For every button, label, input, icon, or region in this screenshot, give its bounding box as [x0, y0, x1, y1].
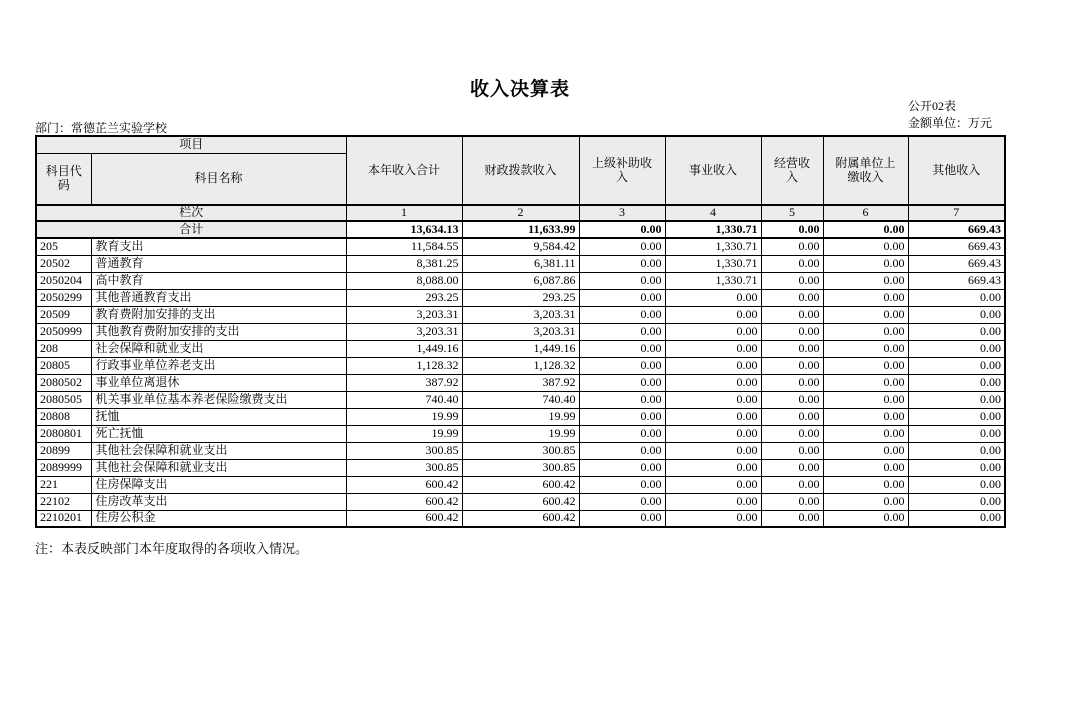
- total-value: 11,633.99: [462, 221, 579, 238]
- row-name: 住房公积金: [91, 510, 346, 527]
- row-value: 600.42: [346, 493, 462, 510]
- row-value: 293.25: [346, 289, 462, 306]
- row-value: 0.00: [665, 510, 761, 527]
- row-value: 0.00: [579, 255, 665, 272]
- row-value: 0.00: [761, 272, 823, 289]
- row-value: 0.00: [579, 374, 665, 391]
- row-name: 其他普通教育支出: [91, 289, 346, 306]
- row-value: 0.00: [761, 408, 823, 425]
- row-value: 0.00: [823, 476, 908, 493]
- row-value: 0.00: [761, 306, 823, 323]
- row-value: 0.00: [761, 425, 823, 442]
- total-value: 0.00: [761, 221, 823, 238]
- row-value: 0.00: [823, 357, 908, 374]
- row-value: 0.00: [823, 493, 908, 510]
- row-value: 0.00: [665, 374, 761, 391]
- column-index: 3: [579, 205, 665, 221]
- total-value: 0.00: [579, 221, 665, 238]
- row-value: 1,449.16: [462, 340, 579, 357]
- table-row: [36, 357, 1005, 374]
- row-value: 3,203.31: [346, 306, 462, 323]
- row-code: 2050299: [36, 289, 91, 306]
- row-value: 19.99: [346, 408, 462, 425]
- row-value: 0.00: [761, 238, 823, 255]
- row-value: 0.00: [823, 510, 908, 527]
- row-value: 19.99: [346, 425, 462, 442]
- unit-label: 金额单位：万元: [908, 116, 993, 130]
- row-value: 300.85: [346, 442, 462, 459]
- table-row: [36, 510, 1005, 527]
- total-value: 1,330.71: [665, 221, 761, 238]
- row-value: 1,128.32: [346, 357, 462, 374]
- row-code: 20509: [36, 306, 91, 323]
- row-value: 0.00: [579, 476, 665, 493]
- row-value: 0.00: [761, 323, 823, 340]
- row-value: 0.00: [823, 238, 908, 255]
- row-value: 1,330.71: [665, 272, 761, 289]
- header-project: 项目: [36, 136, 346, 153]
- header-column-business-income: 经营收入: [761, 136, 823, 205]
- row-value: 0.00: [665, 408, 761, 425]
- row-value: 0.00: [579, 289, 665, 306]
- row-value: 0.00: [761, 459, 823, 476]
- table-row: [36, 238, 1005, 255]
- row-name: 住房保障支出: [91, 476, 346, 493]
- column-index: 7: [908, 205, 1005, 221]
- row-value: 0.00: [761, 357, 823, 374]
- row-value: 3,203.31: [462, 306, 579, 323]
- row-value: 1,449.16: [346, 340, 462, 357]
- row-value: 19.99: [462, 408, 579, 425]
- row-value: 600.42: [462, 493, 579, 510]
- total-value: 0.00: [823, 221, 908, 238]
- row-value: 669.43: [908, 255, 1005, 272]
- row-value: 0.00: [579, 272, 665, 289]
- row-value: 0.00: [665, 289, 761, 306]
- row-value: 0.00: [823, 272, 908, 289]
- row-value: 0.00: [761, 340, 823, 357]
- row-code: 20899: [36, 442, 91, 459]
- row-value: 0.00: [761, 289, 823, 306]
- row-value: 6,381.11: [462, 255, 579, 272]
- header-column-operational-income: 事业收入: [665, 136, 761, 205]
- row-code: 205: [36, 238, 91, 255]
- row-value: 0.00: [579, 340, 665, 357]
- table-row: [36, 289, 1005, 306]
- row-value: 0.00: [579, 238, 665, 255]
- footnote: 注：本表反映部门本年度取得的各项收入情况。: [35, 541, 309, 556]
- row-name: 其他社会保障和就业支出: [91, 442, 346, 459]
- row-code: 2080801: [36, 425, 91, 442]
- row-value: 0.00: [908, 476, 1005, 493]
- row-code: 2050999: [36, 323, 91, 340]
- row-value: 669.43: [908, 238, 1005, 255]
- table-row: [36, 442, 1005, 459]
- row-value: 9,584.42: [462, 238, 579, 255]
- column-index: 5: [761, 205, 823, 221]
- row-value: 0.00: [908, 442, 1005, 459]
- row-value: 0.00: [579, 408, 665, 425]
- row-value: 0.00: [908, 357, 1005, 374]
- column-index-row: [36, 205, 1005, 221]
- row-value: 0.00: [823, 289, 908, 306]
- row-value: 600.42: [346, 510, 462, 527]
- row-value: 1,128.32: [462, 357, 579, 374]
- department-label: 部门：常德芷兰实验学校: [35, 121, 168, 135]
- row-name: 教育支出: [91, 238, 346, 255]
- row-name: 其他社会保障和就业支出: [91, 459, 346, 476]
- table-row: [36, 459, 1005, 476]
- table-code-label: 公开02表: [908, 99, 957, 113]
- row-name: 普通教育: [91, 255, 346, 272]
- row-value: 0.00: [579, 442, 665, 459]
- row-code: 2080505: [36, 391, 91, 408]
- row-code: 221: [36, 476, 91, 493]
- row-value: 6,087.86: [462, 272, 579, 289]
- total-label: 合计: [36, 221, 346, 238]
- header-column-superior-subsidy: 上级补助收入: [579, 136, 665, 205]
- row-name: 住房改革支出: [91, 493, 346, 510]
- table-row: [36, 340, 1005, 357]
- row-value: 0.00: [579, 306, 665, 323]
- row-value: 0.00: [908, 510, 1005, 527]
- row-name: 机关事业单位基本养老保险缴费支出: [91, 391, 346, 408]
- row-value: 0.00: [579, 425, 665, 442]
- row-value: 0.00: [761, 476, 823, 493]
- row-value: 8,088.00: [346, 272, 462, 289]
- row-value: 0.00: [823, 408, 908, 425]
- row-code: 2080502: [36, 374, 91, 391]
- row-name: 教育费附加安排的支出: [91, 306, 346, 323]
- page-title: 收入决算表: [469, 79, 570, 100]
- column-index: 6: [823, 205, 908, 221]
- row-code: 2050204: [36, 272, 91, 289]
- row-value: 0.00: [908, 374, 1005, 391]
- column-index: 2: [462, 205, 579, 221]
- table-row: [36, 476, 1005, 493]
- row-value: 0.00: [908, 459, 1005, 476]
- row-value: 0.00: [665, 323, 761, 340]
- row-value: 300.85: [462, 459, 579, 476]
- row-value: 0.00: [761, 391, 823, 408]
- table-row: [36, 374, 1005, 391]
- row-value: 600.42: [462, 476, 579, 493]
- header-column-affiliated-unit-income: 附属单位上缴收入: [823, 136, 908, 205]
- row-value: 0.00: [823, 340, 908, 357]
- header-subject-code: 科目代码: [36, 153, 91, 205]
- row-value: 0.00: [579, 323, 665, 340]
- row-name: 死亡抚恤: [91, 425, 346, 442]
- row-value: 0.00: [761, 510, 823, 527]
- row-value: 740.40: [462, 391, 579, 408]
- row-value: 0.00: [823, 425, 908, 442]
- table-row: [36, 391, 1005, 408]
- row-name: 抚恤: [91, 408, 346, 425]
- column-index: 1: [346, 205, 462, 221]
- row-value: 0.00: [908, 323, 1005, 340]
- row-value: 387.92: [346, 374, 462, 391]
- row-code: 208: [36, 340, 91, 357]
- row-value: 740.40: [346, 391, 462, 408]
- row-value: 0.00: [908, 289, 1005, 306]
- row-value: 0.00: [665, 459, 761, 476]
- row-value: 0.00: [823, 374, 908, 391]
- meta-right: [908, 98, 992, 132]
- column-index-label: 栏次: [36, 205, 346, 221]
- header-column-other-income: 其他收入: [908, 136, 1005, 205]
- row-value: 0.00: [579, 357, 665, 374]
- row-value: 0.00: [665, 493, 761, 510]
- row-value: 0.00: [665, 425, 761, 442]
- column-index: 4: [665, 205, 761, 221]
- table-row: [36, 255, 1005, 272]
- row-value: 0.00: [761, 442, 823, 459]
- row-value: 0.00: [665, 442, 761, 459]
- income-table: [35, 135, 1006, 528]
- header-row-project: [36, 136, 1005, 153]
- table-row: [36, 272, 1005, 289]
- row-code: 2210201: [36, 510, 91, 527]
- row-code: 20805: [36, 357, 91, 374]
- row-value: 669.43: [908, 272, 1005, 289]
- total-value: 13,634.13: [346, 221, 462, 238]
- row-code: 2089999: [36, 459, 91, 476]
- row-value: 0.00: [908, 425, 1005, 442]
- row-value: 0.00: [823, 459, 908, 476]
- row-value: 0.00: [908, 391, 1005, 408]
- total-value: 669.43: [908, 221, 1005, 238]
- row-value: 0.00: [665, 391, 761, 408]
- row-value: 0.00: [823, 391, 908, 408]
- header-subject-name: 科目名称: [91, 153, 346, 205]
- table-row: [36, 323, 1005, 340]
- row-code: 20502: [36, 255, 91, 272]
- table-row: [36, 408, 1005, 425]
- row-value: 0.00: [761, 255, 823, 272]
- table-body: [36, 238, 1005, 527]
- row-name: 其他教育费附加安排的支出: [91, 323, 346, 340]
- row-value: 600.42: [462, 510, 579, 527]
- row-value: 0.00: [579, 459, 665, 476]
- row-value: 300.85: [462, 442, 579, 459]
- row-name: 行政事业单位养老支出: [91, 357, 346, 374]
- row-name: 社会保障和就业支出: [91, 340, 346, 357]
- total-row: [36, 221, 1005, 238]
- row-value: 0.00: [823, 442, 908, 459]
- row-value: 0.00: [908, 340, 1005, 357]
- row-value: 0.00: [665, 357, 761, 374]
- row-value: 293.25: [462, 289, 579, 306]
- row-value: 0.00: [761, 374, 823, 391]
- row-value: 0.00: [665, 306, 761, 323]
- row-value: 0.00: [579, 493, 665, 510]
- table-row: [36, 493, 1005, 510]
- header-column-fiscal-appropriation: 财政拨款收入: [462, 136, 579, 205]
- row-code: 22102: [36, 493, 91, 510]
- row-value: 0.00: [908, 493, 1005, 510]
- row-name: 事业单位离退休: [91, 374, 346, 391]
- row-value: 0.00: [823, 255, 908, 272]
- row-value: 3,203.31: [346, 323, 462, 340]
- row-code: 20808: [36, 408, 91, 425]
- table-row: [36, 425, 1005, 442]
- row-value: 387.92: [462, 374, 579, 391]
- table-row: [36, 306, 1005, 323]
- row-value: 1,330.71: [665, 255, 761, 272]
- row-value: 0.00: [579, 510, 665, 527]
- row-value: 300.85: [346, 459, 462, 476]
- row-value: 11,584.55: [346, 238, 462, 255]
- row-value: 0.00: [823, 306, 908, 323]
- row-value: 19.99: [462, 425, 579, 442]
- row-value: 0.00: [908, 306, 1005, 323]
- row-value: 1,330.71: [665, 238, 761, 255]
- row-value: 0.00: [908, 408, 1005, 425]
- header-column-total-income: 本年收入合计: [346, 136, 462, 205]
- row-value: 0.00: [665, 340, 761, 357]
- row-value: 3,203.31: [462, 323, 579, 340]
- row-name: 高中教育: [91, 272, 346, 289]
- row-value: 600.42: [346, 476, 462, 493]
- row-value: 8,381.25: [346, 255, 462, 272]
- row-value: 0.00: [823, 323, 908, 340]
- row-value: 0.00: [665, 476, 761, 493]
- row-value: 0.00: [579, 391, 665, 408]
- row-value: 0.00: [761, 493, 823, 510]
